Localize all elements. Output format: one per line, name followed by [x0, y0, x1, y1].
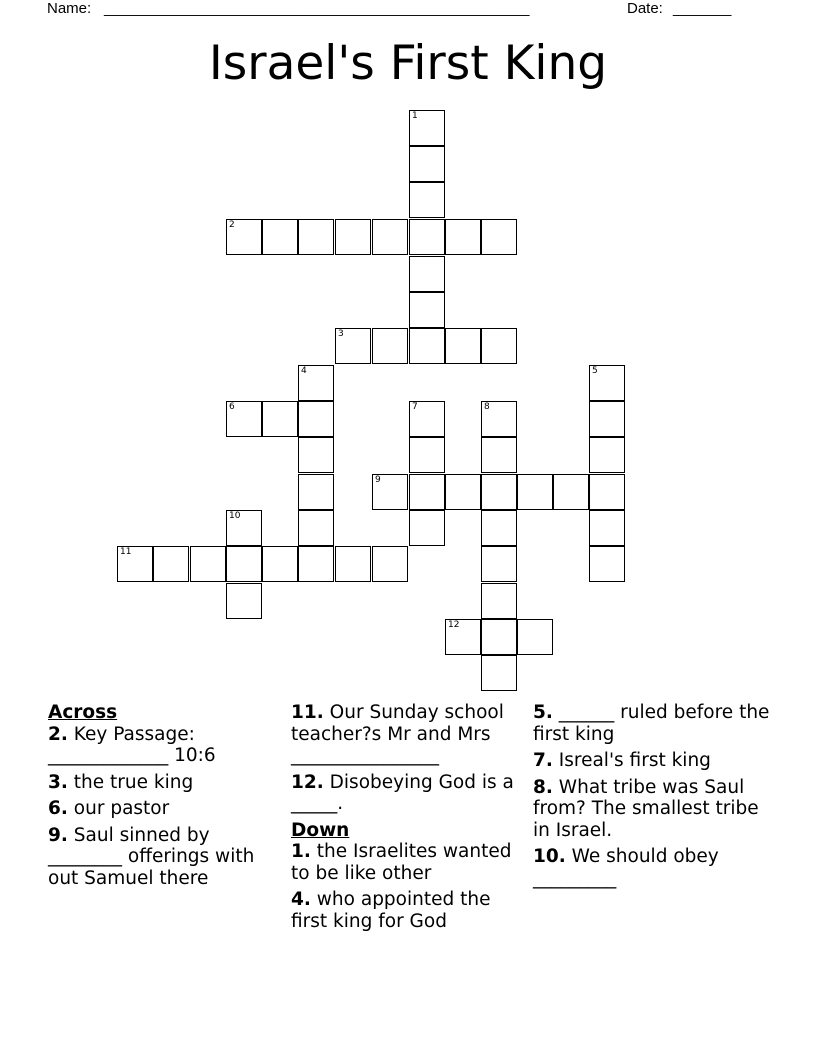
clue-number: 12.	[291, 771, 324, 793]
crossword-cell[interactable]	[445, 474, 481, 510]
cell-number: 3	[338, 329, 344, 339]
crossword-cell[interactable]	[481, 583, 517, 619]
clue-number: 8.	[533, 776, 553, 798]
cell-number: 11	[120, 547, 132, 557]
clue-number: 1.	[291, 841, 311, 862]
crossword-cell[interactable]	[298, 401, 334, 437]
crossword-cell[interactable]	[372, 219, 408, 255]
crossword-cell[interactable]	[445, 328, 481, 364]
crossword-cell[interactable]	[553, 474, 589, 510]
crossword-cell[interactable]	[372, 474, 408, 510]
clue-column-2	[291, 702, 526, 937]
cell-number: 12	[448, 620, 460, 630]
crossword-cell[interactable]	[481, 328, 517, 364]
crossword-cell[interactable]	[481, 437, 517, 473]
clue-number: 4.	[291, 889, 311, 910]
crossword-cell[interactable]	[298, 219, 334, 255]
crossword-cell[interactable]	[409, 182, 445, 218]
clue-across-2	[48, 724, 283, 767]
cell-number: 10	[229, 511, 241, 521]
crossword-cell[interactable]	[372, 546, 408, 582]
clue-text: Isreal's first king	[558, 750, 711, 771]
crossword-cell[interactable]	[481, 219, 517, 255]
clue-across-11	[291, 702, 526, 767]
clue-text: ______ ruled before the first king	[533, 702, 770, 745]
crossword-cell[interactable]	[226, 583, 262, 619]
cell-number: 8	[484, 402, 490, 412]
clue-down-1	[291, 841, 526, 884]
clue-across-3	[48, 772, 283, 794]
clue-across-12	[291, 772, 526, 815]
crossword-cell[interactable]	[226, 510, 262, 546]
crossword-cell[interactable]	[226, 219, 262, 255]
cell-number: 1	[412, 111, 418, 121]
crossword-cell[interactable]	[409, 110, 445, 146]
crossword-cell[interactable]	[298, 474, 334, 510]
clue-down-7	[533, 750, 778, 772]
crossword-cell[interactable]	[298, 510, 334, 546]
crossword-cell[interactable]	[517, 474, 553, 510]
crossword-cell[interactable]	[409, 256, 445, 292]
page-title: Israel's First King	[208, 36, 608, 91]
clue-number: 11.	[291, 702, 324, 723]
crossword-cell[interactable]	[481, 474, 517, 510]
date-label: Date:	[627, 0, 663, 17]
across-heading: Across	[48, 702, 118, 723]
clue-number: 6.	[48, 798, 68, 819]
crossword-cell[interactable]	[262, 546, 298, 582]
clue-across-9	[48, 825, 283, 890]
crossword-cell[interactable]	[372, 328, 408, 364]
crossword-cell[interactable]	[589, 474, 625, 510]
clue-column-1	[48, 702, 283, 894]
crossword-cell[interactable]	[298, 437, 334, 473]
crossword-cell[interactable]	[589, 437, 625, 473]
crossword-cell[interactable]	[335, 219, 371, 255]
crossword-cell[interactable]	[517, 619, 553, 655]
crossword-cell[interactable]	[153, 546, 189, 582]
name-blank-line[interactable]: ___________________________________________________	[104, 0, 530, 17]
crossword-cell[interactable]	[481, 546, 517, 582]
date-blank-line[interactable]: _______	[673, 0, 732, 17]
clue-number: 10.	[533, 846, 566, 867]
crossword-cell[interactable]	[409, 292, 445, 328]
clue-text: who appointed the first king for God	[291, 889, 491, 932]
crossword-cell[interactable]	[190, 546, 226, 582]
crossword-cell[interactable]	[262, 401, 298, 437]
cell-number: 4	[301, 366, 307, 376]
cell-number: 5	[592, 366, 598, 376]
clue-number: 7.	[533, 750, 553, 771]
down-heading: Down	[291, 819, 350, 841]
crossword-cell[interactable]	[409, 328, 445, 364]
crossword-cell[interactable]	[226, 546, 262, 582]
crossword-cell[interactable]	[409, 510, 445, 546]
clue-text: our pastor	[73, 798, 170, 819]
clue-text: Key Passage: _____________ 10:6	[48, 723, 216, 766]
clue-down-8	[533, 777, 778, 842]
crossword-cell[interactable]	[481, 619, 517, 655]
cell-number: 6	[229, 402, 235, 412]
crossword-cell[interactable]	[589, 365, 625, 401]
crossword-cell[interactable]	[589, 401, 625, 437]
clue-text: Our Sunday school teacher?s Mr and Mrs ________________	[291, 702, 504, 766]
crossword-cell[interactable]	[409, 219, 445, 255]
clue-down-4	[291, 889, 526, 932]
crossword-cell[interactable]	[589, 510, 625, 546]
cell-number: 9	[375, 475, 381, 485]
crossword-cell[interactable]	[445, 219, 481, 255]
crossword-cell[interactable]	[298, 365, 334, 401]
crossword-cell[interactable]	[589, 546, 625, 582]
crossword-cell[interactable]	[481, 655, 517, 691]
crossword-cell[interactable]	[409, 146, 445, 182]
crossword-cell[interactable]	[445, 619, 481, 655]
crossword-cell[interactable]	[481, 401, 517, 437]
clue-down-5	[533, 702, 778, 745]
crossword-cell[interactable]	[409, 437, 445, 473]
cell-number: 7	[412, 402, 418, 412]
clue-number: 5.	[533, 702, 553, 723]
clue-text: Disobeying God is a _____.	[291, 771, 514, 814]
cell-number: 2	[229, 220, 235, 230]
crossword-cell[interactable]	[409, 401, 445, 437]
clue-text: We should obey _________	[533, 846, 719, 889]
clue-column-3	[533, 702, 778, 894]
clue-number: 3.	[48, 771, 68, 793]
clue-text: the true king	[73, 771, 194, 793]
crossword-cell[interactable]	[226, 401, 262, 437]
clue-number: 2.	[48, 723, 68, 745]
clue-text: Saul sinned by ________ offerings with out Samuel there	[48, 824, 255, 889]
clue-down-10	[533, 846, 778, 889]
clue-number: 9.	[48, 824, 68, 846]
crossword-cell[interactable]	[481, 510, 517, 546]
name-label: Name:	[47, 0, 92, 17]
clue-across-6	[48, 798, 283, 820]
clue-text: the Israelites wanted to be like other	[291, 841, 512, 884]
crossword-cell[interactable]	[335, 328, 371, 364]
crossword-cell[interactable]	[409, 474, 445, 510]
crossword-cell[interactable]	[262, 219, 298, 255]
crossword-cell[interactable]	[117, 546, 153, 582]
crossword-cell[interactable]	[335, 546, 371, 582]
clue-text: What tribe was Saul from? The smallest tribe in Israel.	[533, 776, 759, 841]
crossword-cell[interactable]	[298, 546, 334, 582]
